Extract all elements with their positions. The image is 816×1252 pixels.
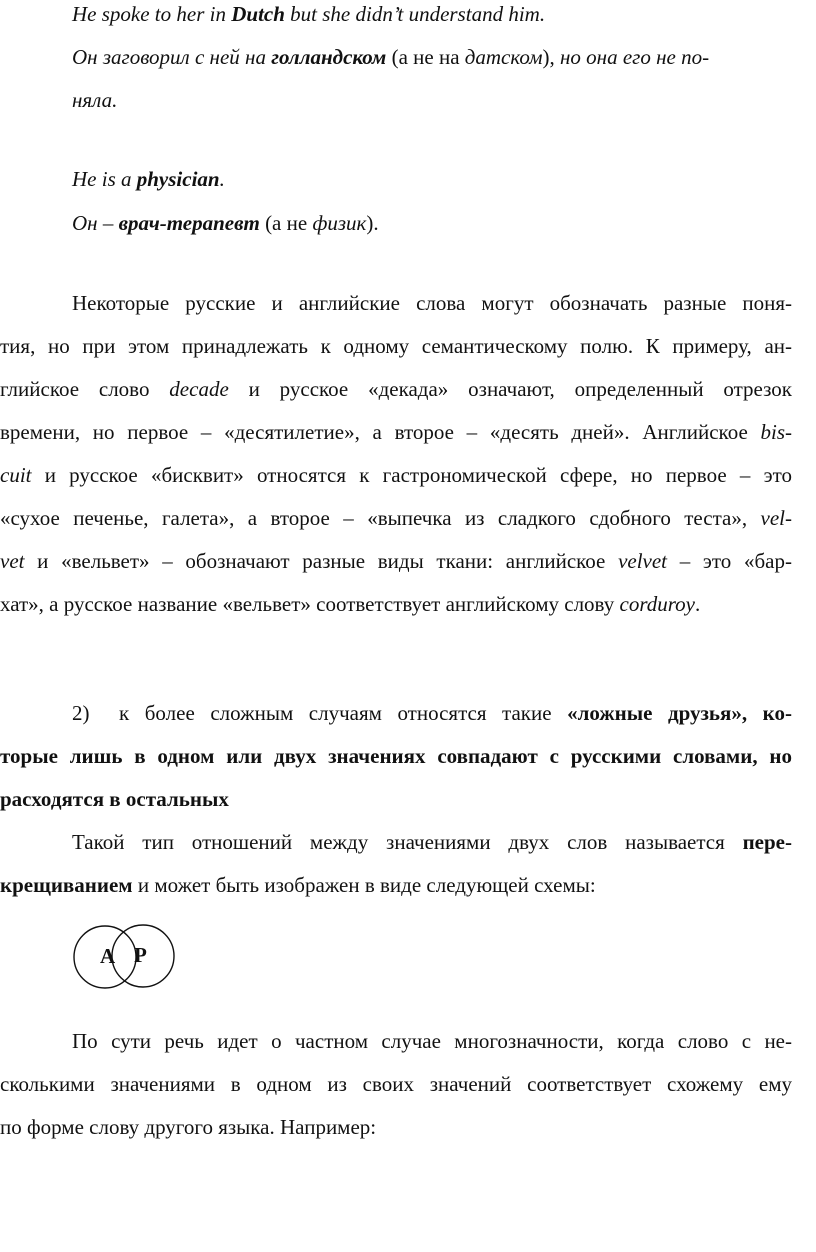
paragraph-line: сколькими значениями в одном из своих значений соответствует схожему ему xyxy=(0,1072,792,1096)
circle-a-label: А xyxy=(100,944,116,968)
point-line: торые лишь в одном или двух значениях совпадают с русскими словами, но xyxy=(0,744,792,768)
point-line: расходятся в остальных xyxy=(0,787,229,811)
point-number: 2) xyxy=(72,701,90,725)
example-dutch-russian-line2: няла. xyxy=(72,88,118,112)
example-dutch-russian-line1: Он заговорил с ней на голландском (а не на датском), но она его не по- xyxy=(72,45,710,69)
paragraph-line: «сухое печенье, галета», а второе – «выпечка из сладкого сдобного теста», vel- xyxy=(0,506,792,530)
venn-diagram xyxy=(72,922,182,992)
paragraph-line: Некоторые русские и английские слова могут обозначать разные поня- xyxy=(72,291,792,315)
paragraph-line: По сути речь идет о частном случае многозначности, когда слово с не- xyxy=(72,1029,792,1053)
paragraph-line: по форме слову другого языка. Например: xyxy=(0,1115,377,1139)
paragraph-line: хат», а русское название «вельвет» соответствует английскому слову corduroy. xyxy=(0,592,701,616)
example-dutch-english: He spoke to her in Dutch but she didn’t understand him. xyxy=(72,2,546,26)
paragraph-line: тия, но при этом принадлежать к одному семантическому полю. К примеру, ан- xyxy=(0,334,792,358)
point-line: к более сложным случаям относятся такие «ложные друзья», ко- xyxy=(119,701,792,725)
example-physician-russian: Он – врач-терапевт (а не физик). xyxy=(72,211,379,235)
circle-p-label: Р xyxy=(134,943,147,967)
paragraph-line: Такой тип отношений между значениями двух слов называется пере- xyxy=(72,830,792,854)
paragraph-line: vet и «вельвет» – обозначают разные виды ткани: английское velvet – это «бар- xyxy=(0,549,792,573)
paragraph-line: крещиванием и может быть изображен в виде следующей схемы: xyxy=(0,873,596,897)
paragraph-line: глийское слово decade и русское «декада» означают, определенный отрезок xyxy=(0,377,793,401)
paragraph-line: времени, но первое – «десятилетие», а второе – «десять дней». Английское bis- xyxy=(0,420,792,444)
paragraph-line: cuit и русское «бисквит» относятся к гастрономической сфере, но первое – это xyxy=(0,463,792,487)
example-physician-english: He is a physician. xyxy=(72,167,225,191)
venn-circles xyxy=(72,922,182,992)
